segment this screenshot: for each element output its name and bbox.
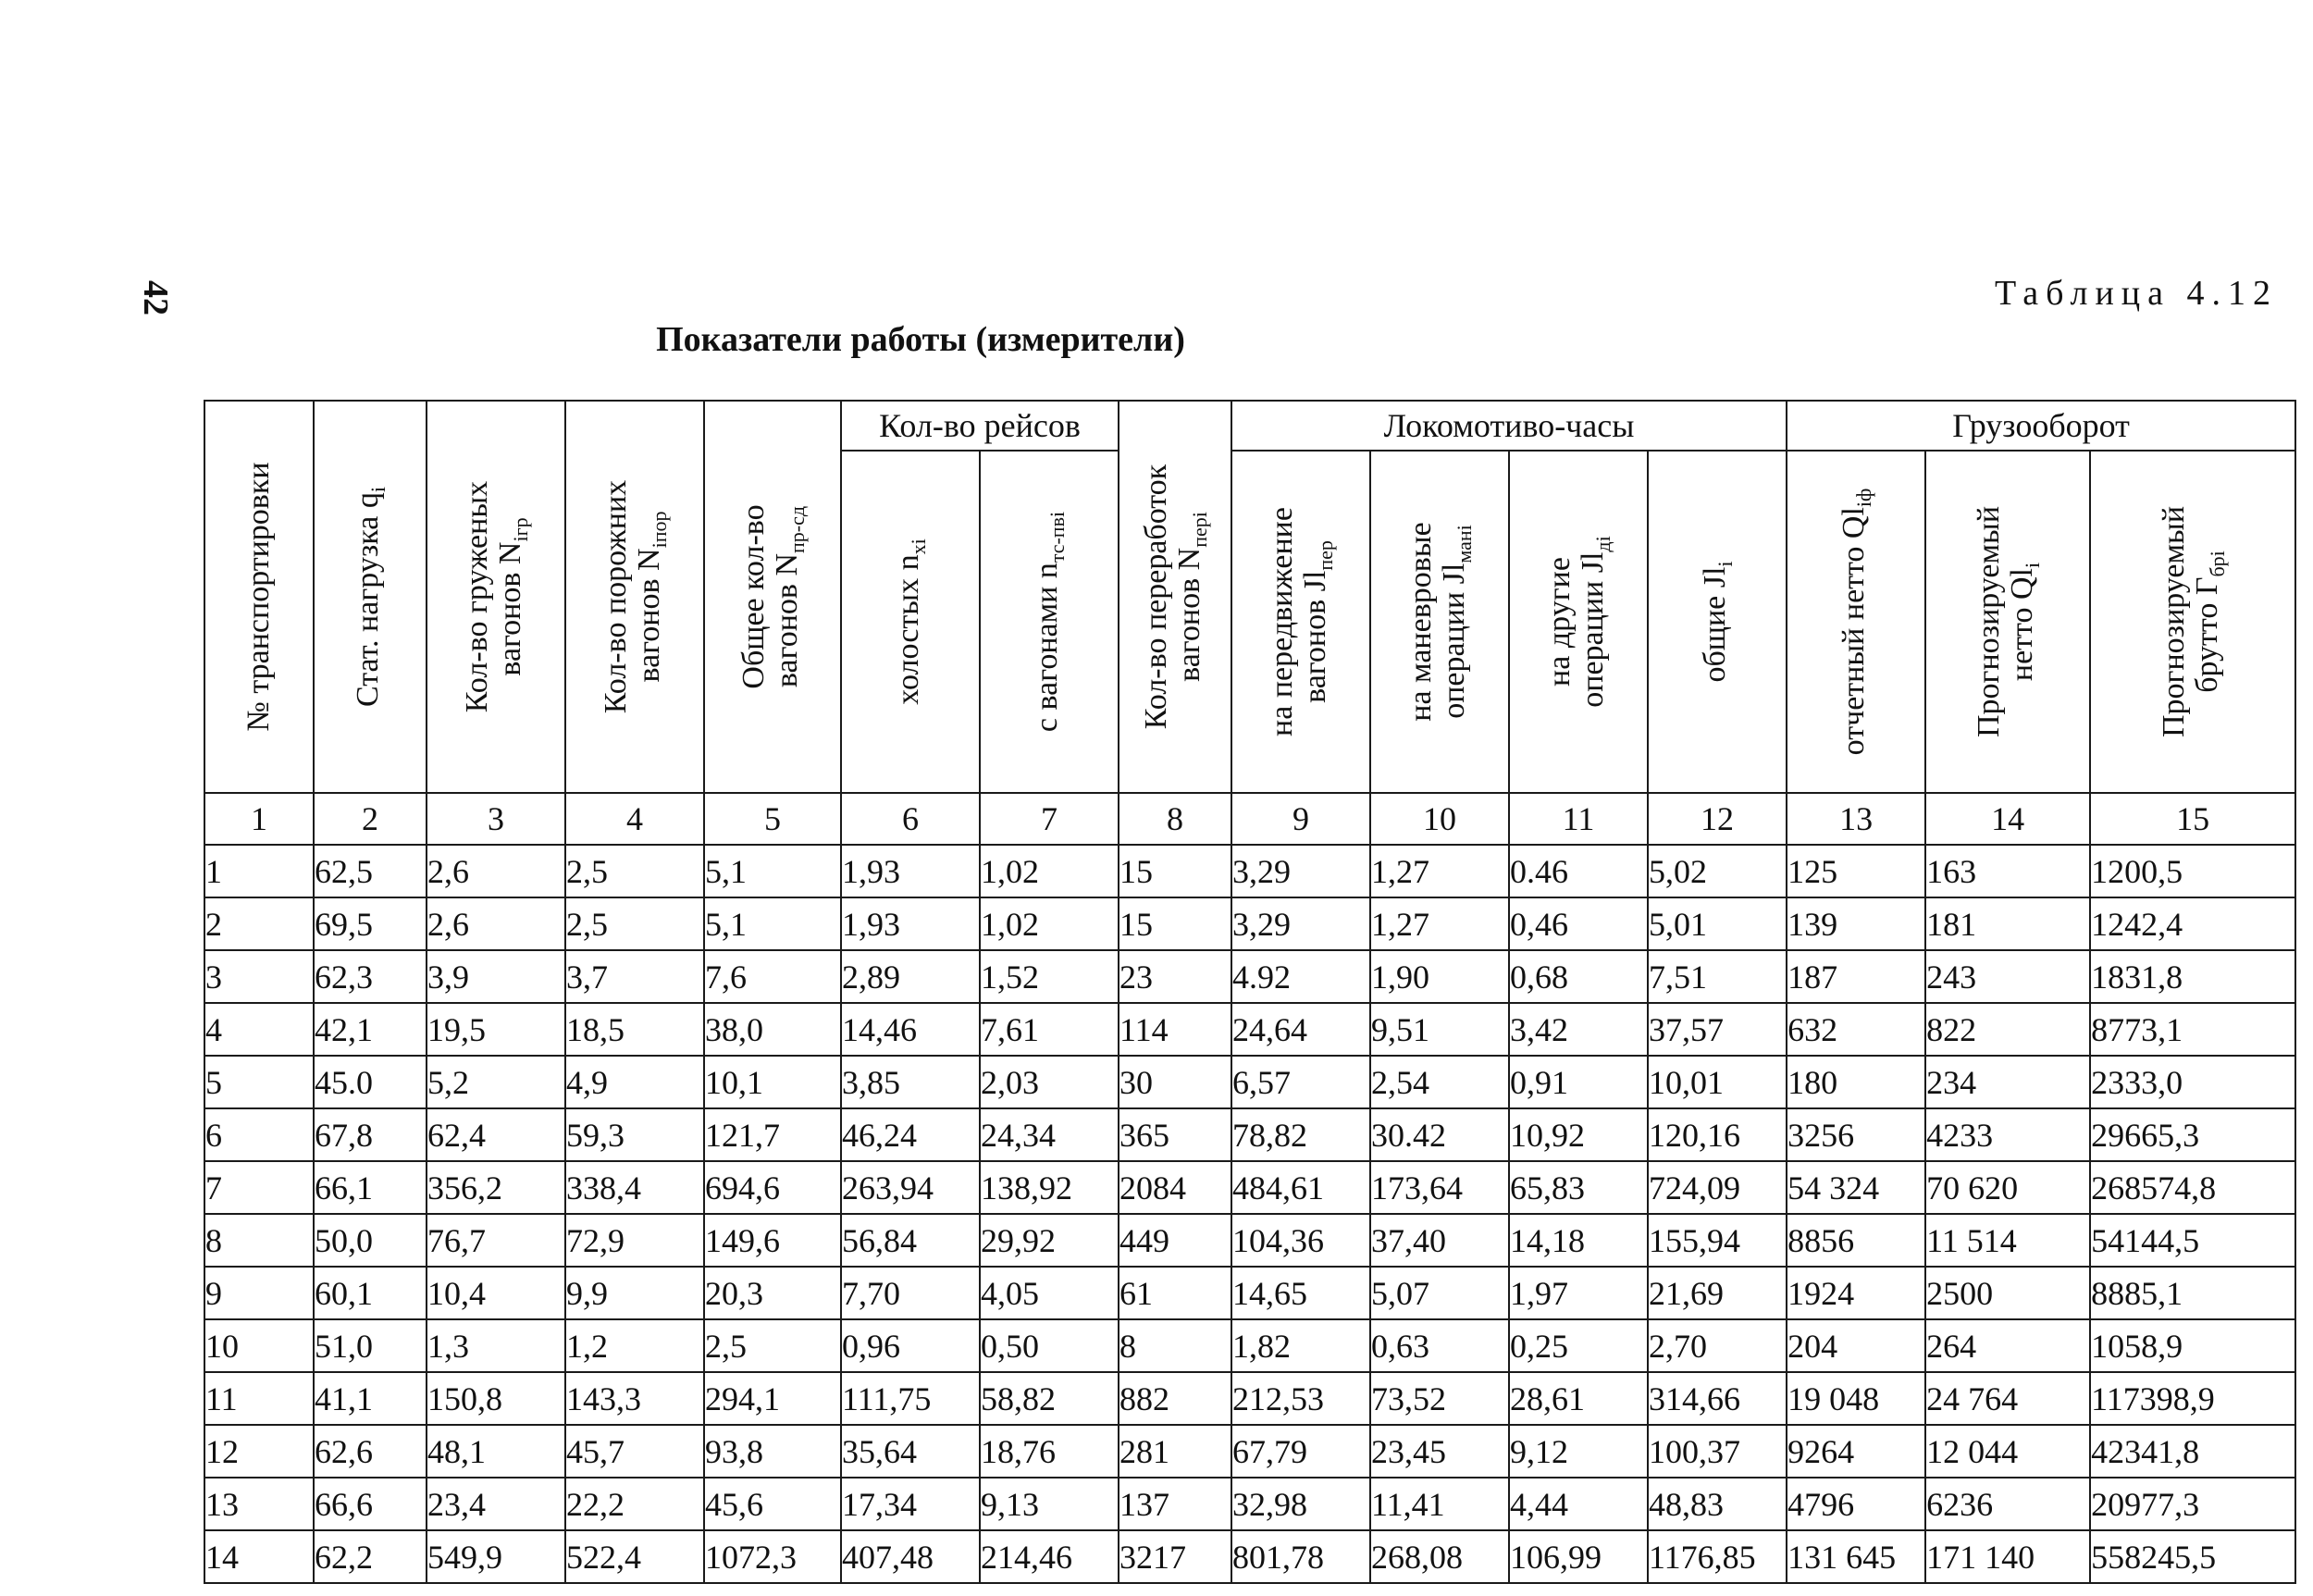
table-cell: 21,69 bbox=[1648, 1267, 1787, 1319]
table-cell: 1,82 bbox=[1231, 1319, 1370, 1372]
table-cell: 1,02 bbox=[980, 897, 1119, 950]
table-cell: 173,64 bbox=[1370, 1161, 1509, 1214]
table-cell: 1176,85 bbox=[1648, 1530, 1787, 1583]
table-cell: 23,4 bbox=[427, 1478, 565, 1530]
table-cell: 2500 bbox=[1925, 1267, 2090, 1319]
table-cell: 24,64 bbox=[1231, 1003, 1370, 1056]
table-cell: 4 bbox=[204, 1003, 314, 1056]
table-cell: 1924 bbox=[1787, 1267, 1925, 1319]
table-cell: 4,9 bbox=[565, 1056, 704, 1108]
table-cell: 23,45 bbox=[1370, 1425, 1509, 1478]
header-forecast-net: Прогнозируемый нетто $Ql_i$ bbox=[1925, 451, 2090, 793]
table-cell: 7,51 bbox=[1648, 950, 1787, 1003]
table-cell: 19 048 bbox=[1787, 1372, 1925, 1425]
table-cell: 62,2 bbox=[314, 1530, 427, 1583]
table-cell: 549,9 bbox=[427, 1530, 565, 1583]
table-row bbox=[204, 1478, 2295, 1530]
table-cell: 5,01 bbox=[1648, 897, 1787, 950]
table-cell: 29665,3 bbox=[2090, 1108, 2295, 1161]
table-cell: 60,1 bbox=[314, 1267, 427, 1319]
table-cell: 70 620 bbox=[1925, 1161, 2090, 1214]
table-cell: 2,5 bbox=[565, 845, 704, 897]
table-cell: 5,02 bbox=[1648, 845, 1787, 897]
table-cell: 268,08 bbox=[1370, 1530, 1509, 1583]
column-number: 11 bbox=[1509, 793, 1648, 845]
table-title: Показатели работы (измерители) bbox=[656, 320, 1185, 359]
table-row bbox=[204, 1425, 2295, 1478]
table-cell: 66,6 bbox=[314, 1478, 427, 1530]
table-cell: 19,5 bbox=[427, 1003, 565, 1056]
table-cell: 65,83 bbox=[1509, 1161, 1648, 1214]
table-cell: 10,1 bbox=[704, 1056, 841, 1108]
table-cell: 8856 bbox=[1787, 1214, 1925, 1267]
table-row bbox=[204, 950, 2295, 1003]
table-cell: 22,2 bbox=[565, 1478, 704, 1530]
column-number: 7 bbox=[980, 793, 1119, 845]
table-label: Таблица 4.12 bbox=[1994, 274, 2278, 313]
table-cell: 42,1 bbox=[314, 1003, 427, 1056]
header-forecast-gross: Прогнозируемый брутто $Г_{брi}$ bbox=[2090, 451, 2295, 793]
table-cell: 20,3 bbox=[704, 1267, 841, 1319]
table-cell: 76,7 bbox=[427, 1214, 565, 1267]
table-cell: 5,1 bbox=[704, 845, 841, 897]
table-cell: 45,7 bbox=[565, 1425, 704, 1478]
table-cell: 155,94 bbox=[1648, 1214, 1787, 1267]
table-cell: 7 bbox=[204, 1161, 314, 1214]
group-header-freight: Грузооборот bbox=[1787, 401, 2295, 451]
table-cell: 4796 bbox=[1787, 1478, 1925, 1530]
table-cell: 365 bbox=[1119, 1108, 1231, 1161]
table-cell: 1,93 bbox=[841, 845, 980, 897]
table-cell: 37,40 bbox=[1370, 1214, 1509, 1267]
table-cell: 62,3 bbox=[314, 950, 427, 1003]
table-cell: 243 bbox=[1925, 950, 2090, 1003]
table-cell: 61 bbox=[1119, 1267, 1231, 1319]
header-loaded-wagons: Кол-во груженых вагонов $N_{iгр}$ bbox=[427, 401, 565, 793]
table-cell: 6 bbox=[204, 1108, 314, 1161]
table-cell: 69,5 bbox=[314, 897, 427, 950]
table-cell: 9264 bbox=[1787, 1425, 1925, 1478]
table-cell: 42341,8 bbox=[2090, 1425, 2295, 1478]
header-static-load: Стат. нагрузка $q_i$ bbox=[314, 401, 427, 793]
table-cell: 9 bbox=[204, 1267, 314, 1319]
table-cell: 1 bbox=[204, 845, 314, 897]
table-row bbox=[204, 1372, 2295, 1425]
table-cell: 3,29 bbox=[1231, 897, 1370, 950]
group-header-loco-hours: Локомотиво-часы bbox=[1231, 401, 1787, 451]
table-cell: 2333,0 bbox=[2090, 1056, 2295, 1108]
table-cell: 24,34 bbox=[980, 1108, 1119, 1161]
header-reported-net: отчетный нетто $Ql_{iф}$ bbox=[1787, 451, 1925, 793]
table-cell: 1,3 bbox=[427, 1319, 565, 1372]
table-cell: 268574,8 bbox=[2090, 1161, 2295, 1214]
table-cell: 7,6 bbox=[704, 950, 841, 1003]
table-cell: 9,13 bbox=[980, 1478, 1119, 1530]
table-cell: 10,4 bbox=[427, 1267, 565, 1319]
table-cell: 2,54 bbox=[1370, 1056, 1509, 1108]
table-cell: 2,5 bbox=[704, 1319, 841, 1372]
table-cell: 125 bbox=[1787, 845, 1925, 897]
table-cell: 78,82 bbox=[1231, 1108, 1370, 1161]
table-cell: 2084 bbox=[1119, 1161, 1231, 1214]
table-cell: 882 bbox=[1119, 1372, 1231, 1425]
table-cell: 59,3 bbox=[565, 1108, 704, 1161]
table-cell: 9,51 bbox=[1370, 1003, 1509, 1056]
column-number: 10 bbox=[1370, 793, 1509, 845]
column-number: 13 bbox=[1787, 793, 1925, 845]
column-number: 6 bbox=[841, 793, 980, 845]
table-cell: 18,76 bbox=[980, 1425, 1119, 1478]
table-cell: 1072,3 bbox=[704, 1530, 841, 1583]
table-cell: 54144,5 bbox=[2090, 1214, 2295, 1267]
table-cell: 4,05 bbox=[980, 1267, 1119, 1319]
table-cell: 58,82 bbox=[980, 1372, 1119, 1425]
table-cell: 20977,3 bbox=[2090, 1478, 2295, 1530]
table-cell: 214,46 bbox=[980, 1530, 1119, 1583]
table-cell: 171 140 bbox=[1925, 1530, 2090, 1583]
table-cell: 187 bbox=[1787, 950, 1925, 1003]
table-cell: 0,68 bbox=[1509, 950, 1648, 1003]
table-cell: 67,8 bbox=[314, 1108, 427, 1161]
table-cell: 30.42 bbox=[1370, 1108, 1509, 1161]
table-cell: 1,90 bbox=[1370, 950, 1509, 1003]
table-cell: 234 bbox=[1925, 1056, 2090, 1108]
table-cell: 1,27 bbox=[1370, 897, 1509, 950]
table-cell: 12 044 bbox=[1925, 1425, 2090, 1478]
table-cell: 3217 bbox=[1119, 1530, 1231, 1583]
column-number: 2 bbox=[314, 793, 427, 845]
table-cell: 29,92 bbox=[980, 1214, 1119, 1267]
table-cell: 28,61 bbox=[1509, 1372, 1648, 1425]
table-cell: 2,03 bbox=[980, 1056, 1119, 1108]
table-cell: 10,01 bbox=[1648, 1056, 1787, 1108]
table-cell: 1,2 bbox=[565, 1319, 704, 1372]
table-cell: 2,6 bbox=[427, 845, 565, 897]
table-cell: 558245,5 bbox=[2090, 1530, 2295, 1583]
table-cell: 131 645 bbox=[1787, 1530, 1925, 1583]
table-cell: 24 764 bbox=[1925, 1372, 2090, 1425]
table-cell: 694,6 bbox=[704, 1161, 841, 1214]
table-cell: 67,79 bbox=[1231, 1425, 1370, 1478]
table-cell: 30 bbox=[1119, 1056, 1231, 1108]
table-cell: 14,18 bbox=[1509, 1214, 1648, 1267]
table-cell: 139 bbox=[1787, 897, 1925, 950]
table-cell: 281 bbox=[1119, 1425, 1231, 1478]
table-cell: 14,65 bbox=[1231, 1267, 1370, 1319]
column-number: 5 bbox=[704, 793, 841, 845]
table-cell: 66,1 bbox=[314, 1161, 427, 1214]
table-cell: 45,6 bbox=[704, 1478, 841, 1530]
table-cell: 62,5 bbox=[314, 845, 427, 897]
table-cell: 2,5 bbox=[565, 897, 704, 950]
table-cell: 62,4 bbox=[427, 1108, 565, 1161]
table-cell: 48,1 bbox=[427, 1425, 565, 1478]
table-cell: 180 bbox=[1787, 1056, 1925, 1108]
table-cell: 1058,9 bbox=[2090, 1319, 2295, 1372]
table-cell: 4.92 bbox=[1231, 950, 1370, 1003]
table-cell: 801,78 bbox=[1231, 1530, 1370, 1583]
table-cell: 111,75 bbox=[841, 1372, 980, 1425]
header-total-hours: общие $Jl_i$ bbox=[1648, 451, 1787, 793]
table-cell: 2,89 bbox=[841, 950, 980, 1003]
table-cell: 15 bbox=[1119, 897, 1231, 950]
table-cell: 5 bbox=[204, 1056, 314, 1108]
table-cell: 7,70 bbox=[841, 1267, 980, 1319]
table-cell: 150,8 bbox=[427, 1372, 565, 1425]
table-cell: 149,6 bbox=[704, 1214, 841, 1267]
table-cell: 3,7 bbox=[565, 950, 704, 1003]
page-number: 42 bbox=[136, 280, 175, 315]
table-cell: 3 bbox=[204, 950, 314, 1003]
table-cell: 5,1 bbox=[704, 897, 841, 950]
table-row bbox=[204, 1161, 2295, 1214]
table-cell: 0,91 bbox=[1509, 1056, 1648, 1108]
table-cell: 12 bbox=[204, 1425, 314, 1478]
column-number: 9 bbox=[1231, 793, 1370, 845]
table-row bbox=[204, 1003, 2295, 1056]
table-cell: 72,9 bbox=[565, 1214, 704, 1267]
header-row-groups bbox=[204, 401, 2295, 451]
table-cell: 114 bbox=[1119, 1003, 1231, 1056]
indicators-table bbox=[204, 400, 2296, 1584]
table-cell: 212,53 bbox=[1231, 1372, 1370, 1425]
table-cell: 120,16 bbox=[1648, 1108, 1787, 1161]
table-cell: 50,0 bbox=[314, 1214, 427, 1267]
table-cell: 2 bbox=[204, 897, 314, 950]
header-wagon-reworks: Кол-во переработок вагонов $N_{перi}$ bbox=[1119, 401, 1231, 793]
table-cell: 137 bbox=[1119, 1478, 1231, 1530]
table-cell: 3,85 bbox=[841, 1056, 980, 1108]
table-cell: 11 514 bbox=[1925, 1214, 2090, 1267]
table-cell: 0,50 bbox=[980, 1319, 1119, 1372]
table-cell: 2,6 bbox=[427, 897, 565, 950]
table-cell: 11,41 bbox=[1370, 1478, 1509, 1530]
table-cell: 1,97 bbox=[1509, 1267, 1648, 1319]
table-cell: 294,1 bbox=[704, 1372, 841, 1425]
table-cell: 484,61 bbox=[1231, 1161, 1370, 1214]
table-cell: 10 bbox=[204, 1319, 314, 1372]
header-trips-with-wagons: с вагонами $n_{тс-пві}$ bbox=[980, 451, 1119, 793]
table-cell: 73,52 bbox=[1370, 1372, 1509, 1425]
table-cell: 314,66 bbox=[1648, 1372, 1787, 1425]
table-cell: 1200,5 bbox=[2090, 845, 2295, 897]
table-cell: 0,96 bbox=[841, 1319, 980, 1372]
table-cell: 1,02 bbox=[980, 845, 1119, 897]
header-total-wagons: Общее кол-во вагонов $N_{пр-сд}$ bbox=[704, 401, 841, 793]
table-row bbox=[204, 845, 2295, 897]
table-cell: 45.0 bbox=[314, 1056, 427, 1108]
header-shunting-hours: на маневровые операции $Jl_{мані}$ bbox=[1370, 451, 1509, 793]
table-cell: 264 bbox=[1925, 1319, 2090, 1372]
table-cell: 1,27 bbox=[1370, 845, 1509, 897]
table-cell: 9,12 bbox=[1509, 1425, 1648, 1478]
table-cell: 54 324 bbox=[1787, 1161, 1925, 1214]
table-cell: 9,9 bbox=[565, 1267, 704, 1319]
table-row bbox=[204, 1108, 2295, 1161]
table-cell: 143,3 bbox=[565, 1372, 704, 1425]
table-row bbox=[204, 1056, 2295, 1108]
table-row bbox=[204, 1267, 2295, 1319]
table-cell: 15 bbox=[1119, 845, 1231, 897]
table-cell: 181 bbox=[1925, 897, 2090, 950]
table-cell: 48,83 bbox=[1648, 1478, 1787, 1530]
table-cell: 356,2 bbox=[427, 1161, 565, 1214]
table-cell: 1,93 bbox=[841, 897, 980, 950]
table-cell: 17,34 bbox=[841, 1478, 980, 1530]
table-cell: 8 bbox=[1119, 1319, 1231, 1372]
table-cell: 5,2 bbox=[427, 1056, 565, 1108]
table-cell: 14,46 bbox=[841, 1003, 980, 1056]
column-number: 14 bbox=[1925, 793, 2090, 845]
table-cell: 3,42 bbox=[1509, 1003, 1648, 1056]
table-cell: 56,84 bbox=[841, 1214, 980, 1267]
table-cell: 41,1 bbox=[314, 1372, 427, 1425]
table-cell: 724,09 bbox=[1648, 1161, 1787, 1214]
table-cell: 14 bbox=[204, 1530, 314, 1583]
table-cell: 46,24 bbox=[841, 1108, 980, 1161]
table-cell: 0,46 bbox=[1509, 897, 1648, 950]
table-cell: 204 bbox=[1787, 1319, 1925, 1372]
column-number: 15 bbox=[2090, 793, 2295, 845]
table-cell: 522,4 bbox=[565, 1530, 704, 1583]
table-cell: 632 bbox=[1787, 1003, 1925, 1056]
table-cell: 117398,9 bbox=[2090, 1372, 2295, 1425]
column-number: 8 bbox=[1119, 793, 1231, 845]
table-cell: 35,64 bbox=[841, 1425, 980, 1478]
table-cell: 1831,8 bbox=[2090, 950, 2295, 1003]
table-cell: 38,0 bbox=[704, 1003, 841, 1056]
table-cell: 13 bbox=[204, 1478, 314, 1530]
table-cell: 106,99 bbox=[1509, 1530, 1648, 1583]
table-cell: 338,4 bbox=[565, 1161, 704, 1214]
table-cell: 6,57 bbox=[1231, 1056, 1370, 1108]
table-cell: 6236 bbox=[1925, 1478, 2090, 1530]
table-cell: 1,52 bbox=[980, 950, 1119, 1003]
header-transport-number: № транспортировки bbox=[204, 401, 314, 793]
table-cell: 407,48 bbox=[841, 1530, 980, 1583]
table-cell: 4,44 bbox=[1509, 1478, 1648, 1530]
table-cell: 5,07 bbox=[1370, 1267, 1509, 1319]
table-cell: 18,5 bbox=[565, 1003, 704, 1056]
table-cell: 163 bbox=[1925, 845, 2090, 897]
table-cell: 8 bbox=[204, 1214, 314, 1267]
table-row bbox=[204, 1319, 2295, 1372]
table-cell: 3,29 bbox=[1231, 845, 1370, 897]
column-number: 1 bbox=[204, 793, 314, 845]
table-row bbox=[204, 1214, 2295, 1267]
column-number: 3 bbox=[427, 793, 565, 845]
header-empty-wagons: Кол-во порожних вагонов $N_{iпор}$ bbox=[565, 401, 704, 793]
table-cell: 100,37 bbox=[1648, 1425, 1787, 1478]
table-cell: 822 bbox=[1925, 1003, 2090, 1056]
table-cell: 3256 bbox=[1787, 1108, 1925, 1161]
table-cell: 8885,1 bbox=[2090, 1267, 2295, 1319]
table-cell: 37,57 bbox=[1648, 1003, 1787, 1056]
table-cell: 104,36 bbox=[1231, 1214, 1370, 1267]
table-cell: 4233 bbox=[1925, 1108, 2090, 1161]
table-cell: 51,0 bbox=[314, 1319, 427, 1372]
column-number-row bbox=[204, 793, 2295, 845]
table-cell: 7,61 bbox=[980, 1003, 1119, 1056]
column-number: 4 bbox=[565, 793, 704, 845]
table-cell: 0.46 bbox=[1509, 845, 1648, 897]
table-cell: 449 bbox=[1119, 1214, 1231, 1267]
table-cell: 32,98 bbox=[1231, 1478, 1370, 1530]
table-cell: 0,25 bbox=[1509, 1319, 1648, 1372]
header-movement-hours: на передвижение вагонов $Jl_{пер}$ bbox=[1231, 451, 1370, 793]
table-cell: 23 bbox=[1119, 950, 1231, 1003]
table-cell: 8773,1 bbox=[2090, 1003, 2295, 1056]
table-cell: 1242,4 bbox=[2090, 897, 2295, 950]
table-cell: 11 bbox=[204, 1372, 314, 1425]
table-cell: 10,92 bbox=[1509, 1108, 1648, 1161]
table-cell: 93,8 bbox=[704, 1425, 841, 1478]
table-row bbox=[204, 897, 2295, 950]
table-cell: 2,70 bbox=[1648, 1319, 1787, 1372]
table-cell: 138,92 bbox=[980, 1161, 1119, 1214]
table-cell: 121,7 bbox=[704, 1108, 841, 1161]
column-number: 12 bbox=[1648, 793, 1787, 845]
table-cell: 62,6 bbox=[314, 1425, 427, 1478]
header-other-hours: на другие операции $Jl_{дi}$ bbox=[1509, 451, 1648, 793]
group-header-trips: Кол-во рейсов bbox=[841, 401, 1119, 451]
table-cell: 263,94 bbox=[841, 1161, 980, 1214]
table-cell: 3,9 bbox=[427, 950, 565, 1003]
header-idle-trips: холостых $n_{xi}$ bbox=[841, 451, 980, 793]
table-row bbox=[204, 1530, 2295, 1583]
table-cell: 0,63 bbox=[1370, 1319, 1509, 1372]
